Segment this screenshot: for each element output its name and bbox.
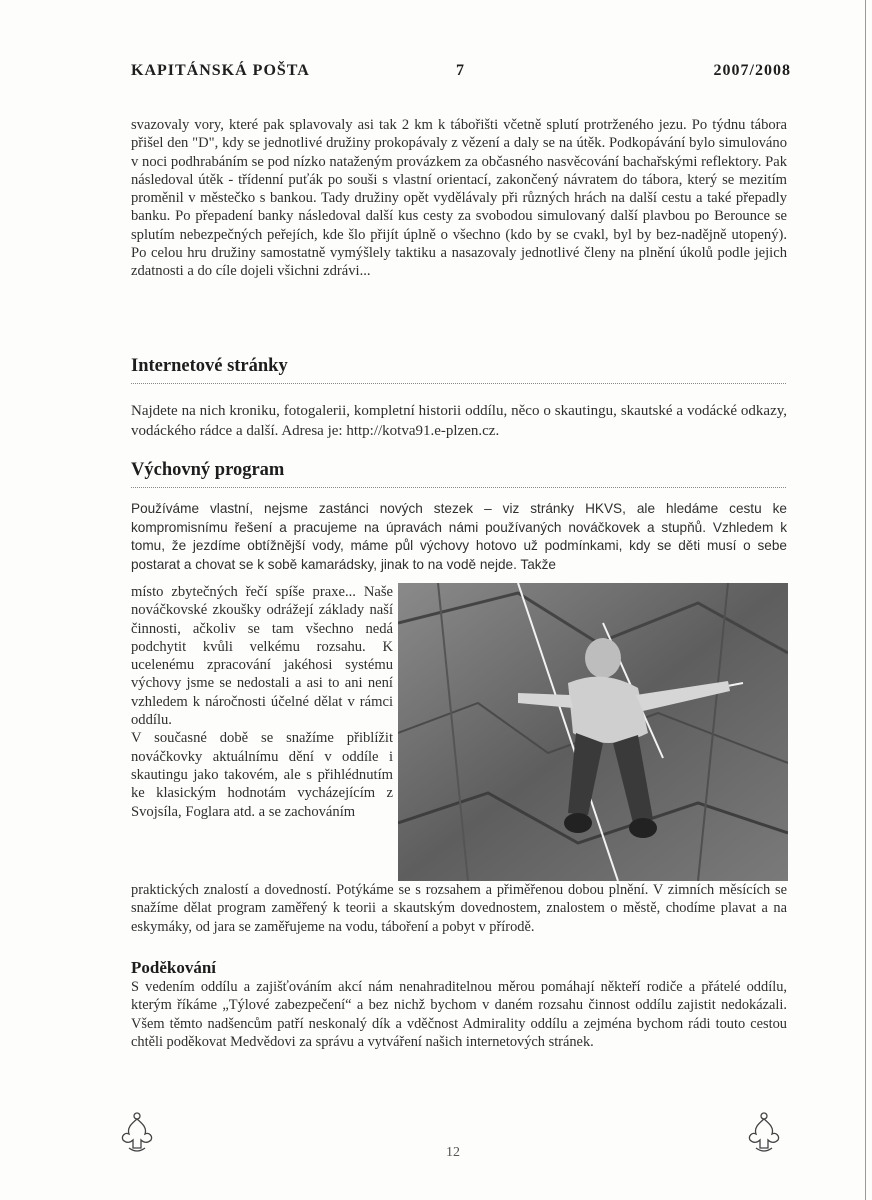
heading-program-rule [131,487,786,488]
scout-lily-emblem-icon [117,1110,157,1154]
heading-program: Výchovný program [131,460,285,480]
program-wrap-column [131,583,393,821]
page-header [131,62,791,84]
header-year: 2007/2008 [713,62,791,79]
header-title: KAPITÁNSKÁ POŠTA [131,62,310,79]
intro-paragraph: svazovaly vory, které pak splavovaly asi tak 2 km k tábořišti včetně splutí protrženého jezu. Po týdnu tábora přišel den "D", kdy se jednotlivé družiny prokopávaly z vězení a daly se na útěk. Podkopávání bylo simulováno v noci podhrabáním se pod nízko nataženým provázkem za občasného nasvěcování bachařskými reflektory. Pak následoval útěk - třídenní puťák po souši s vlastní orientací, zakončený návratem do tábora, který se mezitím proměnil v městečko s bankou. Tady družiny opět vydělávaly při různých hrách na další cestu a také přepadly banku. Po přepadení banky následoval další kus cesty za svobodou simulovaný další plavbou po Berounce se splutím nebezpečných peřejích, kde šlo přijít úplně o všechno (kdo by se cvakl, byl by bez-nadějně utopený). Po celou hru družiny samostatně vymýšlely taktiku a nasazovaly jednotlivé členy na plnění úkolů podle jejich zdatnosti a do cíle dojeli všichni zdrávi... [131,117,787,280]
scout-lily-emblem-icon [744,1110,784,1154]
program-paragraph-top: Používáme vlastní, nejsme zastánci nových stezek – viz stránky HKVS, ale hledáme cestu ke kompromisnímu řešení a pracujeme na úpravách námi používaných nováčkovek a stupňů. Vzhledem k tomu, že jezdíme obtížnější vody, máme půl výchovy hotovo už podmínkami, kdy se děti musí o sebe postarat a chovat se k sobě kamarádsky, jinak to na vodě nejde. Takže [131,501,787,572]
header-issue-number: 7 [456,62,465,79]
thanks-paragraph: S vedením oddílu a zajišťováním akcí nám nenahraditelnou měrou pomáhají někteří rodiče a přátelé oddílu, kterým říkáme „Týlové zabezpečení“ a bez nichž bychom v daném rozsahu činnost oddílu zajistit nedokázali. Všem těmto nadšencům patří neskonalý dík a vděčnost Admirality oddílu a zejména bychom rádi touto cestou chtěli poděkovat Medvědovi za správu a vytváření našich internetových stránek. [131,979,787,1050]
rock-climber-photo [398,583,788,881]
heading-web-rule [131,383,786,384]
heading-thanks: Poděkování [131,958,217,977]
program-wrap-paragraph-1: místo zbytečných řečí spíše praxe... Naše nováčkovské zkoušky odrážejí základy naší činnosti, ačkoliv se tam všechno nedá podchytit kvůli velkému rozsahu. K ucelenému zpracování jakéhosi systému výchovy jsme se nedostali a asi to ani není vzhledem k náročnosti účelné dělat v rámci oddílu. [131,584,393,729]
page-number: 12 [446,1145,460,1160]
web-paragraph: Najdete na nich kroniku, fotogalerii, kompletní historii oddílu, něco o skautingu, skautské a vodácké odkazy, vodáckého rádce a další. Adresa je: http://kotva91.e-plzen.cz. [131,403,787,439]
page-edge-line [865,0,866,1200]
heading-web: Internetové stránky [131,356,288,376]
program-wrap-paragraph-2: V současné době se snažíme přiblížit nováčkovky aktuálnímu dění v oddíle i skautingu jako takovém, ale s přihlédnutím ke klasickým hodnotám vycházejícím z Svojsíla, Foglara atd. a se zachováním [131,730,393,820]
program-paragraph-bottom: praktických znalostí a dovedností. Potýkáme se s rozsahem a přiměřenou dobou plnění. V zimních měsících se snažíme dělat program zaměřený k teorii a skautským dovednostem, znalostem o městě, chodíme plavat a na eskymáky, od jara se zaměřujeme na vodu, táboření a pobyt v přírodě. [131,882,787,935]
